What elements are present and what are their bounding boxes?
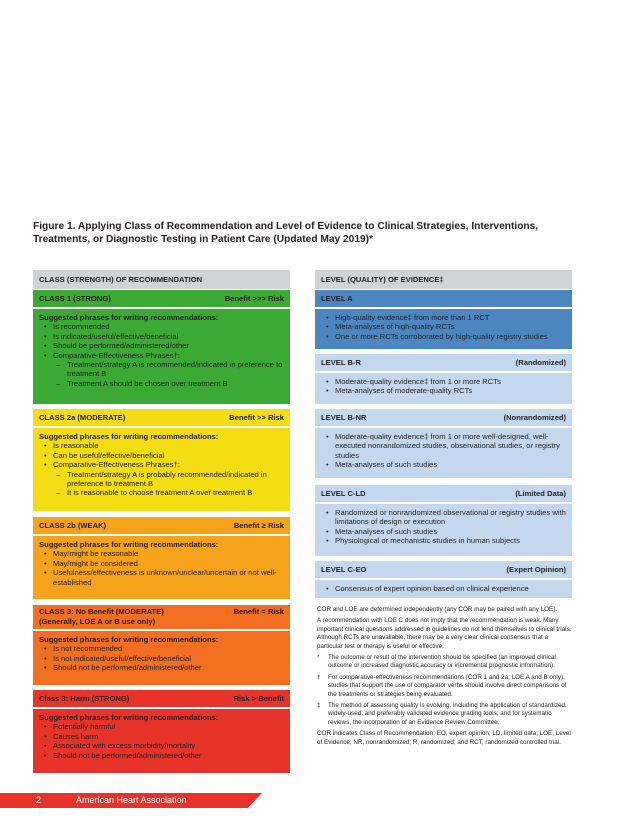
class-3-harm-phrases-heading: Suggested phrases for writing recommendations: [39, 713, 219, 722]
footnote [317, 702, 573, 727]
class-3-no-benefit-title: CLASS 3: No Benefit (MODERATE) [39, 607, 164, 616]
class-3-harm-band [33, 690, 290, 707]
class-1-list [39, 322, 284, 388]
list-item: • Is not recommended [39, 644, 284, 653]
list-item: • Meta-analyses of high-quality RCTs [321, 322, 566, 331]
list-item: • Moderate-quality evidence‡ from 1 or more RCTs [321, 377, 566, 386]
list-item: • Should not be performed/administered/other [39, 751, 284, 760]
level-a-band [315, 290, 572, 307]
list-item: • Usefulness/effectiveness is unknown/unclear/uncertain or not well-established [39, 568, 284, 587]
class-3-no-benefit-list [39, 644, 284, 672]
list-item: • Associated with excess morbidity/mortality [39, 741, 284, 750]
level-c-eo-title: LEVEL C-EO [321, 565, 367, 574]
list-item: – Treatment/strategy A is probably recommended/indicated in preference to treatment B [39, 470, 284, 489]
class-3-harm-box [33, 709, 290, 773]
note-paragraph: A recommendation with LOE C does not imply that the recommendation is weak. Many important clinical questions addressed in guidelines do not lend themselves to clinical trials. Although RCTs are unavailable, there may be a very clear clinical consensus that a particular test or therapy is useful or effective. [317, 617, 572, 650]
class-1-box [33, 309, 290, 404]
class-2b-benefit: Benefit ≥ Risk [233, 521, 284, 530]
class-2b-list [39, 549, 284, 587]
list-item: – It is reasonable to choose treatment A over treatment B [39, 488, 284, 497]
class-3-harm-title: Class 3: Harm (STRONG) [39, 694, 130, 703]
class-2b-title: CLASS 2b (WEAK) [39, 521, 107, 530]
level-b-r-list [321, 377, 566, 396]
class-3-no-benefit-band [33, 605, 290, 629]
class-3-no-benefit-box [33, 631, 290, 685]
level-c-ld-box [315, 504, 572, 556]
list-item: • Is not indicated/useful/effective/beneficial [39, 654, 284, 663]
class-1-title: CLASS 1 (STRONG) [39, 294, 111, 303]
list-item: • Is indicated/useful/effective/beneficial [39, 332, 284, 341]
class-3-no-benefit-title-wrap [39, 607, 164, 627]
level-b-r-title: LEVEL B-R [321, 358, 361, 367]
level-b-nr-title: LEVEL B-NR [321, 413, 367, 422]
level-b-nr-list [321, 432, 566, 470]
footnote-text: The outcome or result of the intervention should be specified (an improved clinical outcome or increased diagnostic accuracy or incremental prognostic information). [328, 654, 556, 670]
class-2b-box [33, 536, 290, 599]
footnote [317, 654, 573, 671]
list-item: • Consensus of expert opinion based on clinical experience [321, 584, 566, 593]
list-item: • Comparative-Effectiveness Phrases†: [39, 351, 284, 360]
level-a-list [321, 313, 566, 341]
class-3-no-benefit-phrases-heading: Suggested phrases for writing recommendations: [39, 635, 219, 644]
class-2a-list [39, 441, 284, 497]
class-3-harm-list [39, 722, 284, 760]
footnote [317, 674, 573, 699]
level-a-box [315, 309, 572, 349]
list-item: • Comparative-Effectiveness Phrases†: [39, 460, 284, 469]
class-1-band [33, 290, 290, 307]
class-column-header: CLASS (STRENGTH) OF RECOMMENDATION [33, 270, 290, 289]
class-3-no-benefit-benefit: Benefit = Risk [233, 607, 284, 616]
class-2a-title: CLASS 2a (MODERATE) [39, 413, 126, 422]
list-item: • Potentially harmful [39, 722, 284, 731]
figure-notes [317, 606, 573, 750]
level-column-header: LEVEL (QUALITY) OF EVIDENCE‡ [315, 270, 572, 289]
level-b-nr-box [315, 428, 572, 478]
list-item: • High-quality evidence‡ from more than 1 RCT [321, 313, 566, 322]
class-2b-phrases-heading: Suggested phrases for writing recommendations: [39, 540, 219, 549]
list-item: • Meta-analyses of moderate-quality RCTs [321, 386, 566, 395]
list-item: • Should not be performed/administered/other [39, 663, 284, 672]
list-item: • Meta-analyses of such studies [321, 460, 566, 469]
list-item: • One or more RCTs corroborated by high-quality registry studies [321, 332, 566, 341]
list-item: • Randomized or nonrandomized observational or registry studies with limitations of design or execution [321, 508, 566, 527]
footnote-mark: † [317, 673, 321, 681]
class-3-no-benefit-subtitle: (Generally, LOE A or B use only) [39, 617, 156, 626]
list-item: • Should be performed/administered/other [39, 341, 284, 350]
level-c-eo-qualifier: (Expert Opinion) [506, 565, 566, 574]
organization-name: American Heart Association [76, 795, 187, 805]
level-b-r-qualifier: (Randomized) [515, 358, 566, 367]
level-a-title: LEVEL A [321, 294, 353, 303]
level-b-nr-band [315, 409, 572, 426]
level-c-eo-list [321, 584, 566, 593]
list-item: – Treatment A should be chosen over treatment B [39, 379, 284, 388]
list-item: • Physiological or mechanistic studies in human subjects [321, 536, 566, 545]
level-c-ld-band [315, 485, 572, 502]
footnote-mark: ‡ [317, 702, 321, 710]
footnote-text: For comparative-effectiveness recommendations (COR 1 and 2a; LOE A and B only), studies that support the use of comparator verbs should involve direct comparisons of the treatments or strategies being evaluated. [328, 673, 567, 698]
note-paragraph: COR indicates Class of Recommendation; EO, expert opinion; LD, limited data; LOE, Level of Evidence; NR, nonrandomized; R, randomized; and RCT, randomized controlled trial. [317, 730, 571, 746]
page-footer [0, 793, 262, 808]
class-2a-phrases-heading: Suggested phrases for writing recommendations: [39, 432, 219, 441]
list-item: • Moderate-quality evidence‡ from 1 or more well-designed, well-executed nonrandomized studies, observational studies, or registry studies [321, 432, 566, 460]
list-item: – Treatment/strategy A is recommended/indicated in preference to treatment B [39, 360, 284, 379]
class-3-harm-benefit: Risk > Benefit [233, 694, 284, 703]
list-item: • May/might be reasonable [39, 549, 284, 558]
class-2b-band [33, 517, 290, 534]
footnote-text: The method of assessing quality is evolving, including the application of standardized, widely-used, and preferably validated evidence grading tools; and for systematic reviews, the incorporation of an Evidence Review Committee. [328, 702, 567, 726]
level-c-ld-qualifier: (Limited Data) [515, 489, 566, 498]
list-item: • Causes harm [39, 732, 284, 741]
level-c-eo-box [315, 580, 572, 598]
list-item: • Is reasonable [39, 441, 284, 450]
class-2a-band [33, 409, 290, 426]
list-item: • Meta-analyses of such studies [321, 527, 566, 536]
level-c-eo-band [315, 561, 572, 578]
list-item: • Is recommended [39, 322, 284, 331]
note-paragraph: COR and LOE are determined independently (any COR may be paired with any LOE). [317, 606, 558, 613]
level-b-nr-qualifier: (Nonrandomized) [503, 413, 566, 422]
level-c-ld-title: LEVEL C-LD [321, 489, 366, 498]
footnote-mark: * [317, 654, 320, 662]
figure-title: Figure 1. Applying Class of Recommendation and Level of Evidence to Clinical Strategies, Interventions, Treatments, or Diagnostic Testing in Patient Care (Updated May 2019)* [33, 221, 539, 245]
list-item: • May/might be considered [39, 559, 284, 568]
level-c-ld-list [321, 508, 566, 546]
level-b-r-band [315, 354, 572, 371]
class-2a-box [33, 428, 290, 511]
page-number: 2 [36, 795, 42, 805]
class-1-phrases-heading: Suggested phrases for writing recommendations: [39, 313, 219, 322]
class-2a-benefit: Benefit >> Risk [229, 413, 284, 422]
class-1-benefit: Benefit >>> Risk [224, 294, 284, 303]
list-item: • Can be useful/effective/beneficial [39, 451, 284, 460]
level-b-r-box [315, 373, 572, 404]
